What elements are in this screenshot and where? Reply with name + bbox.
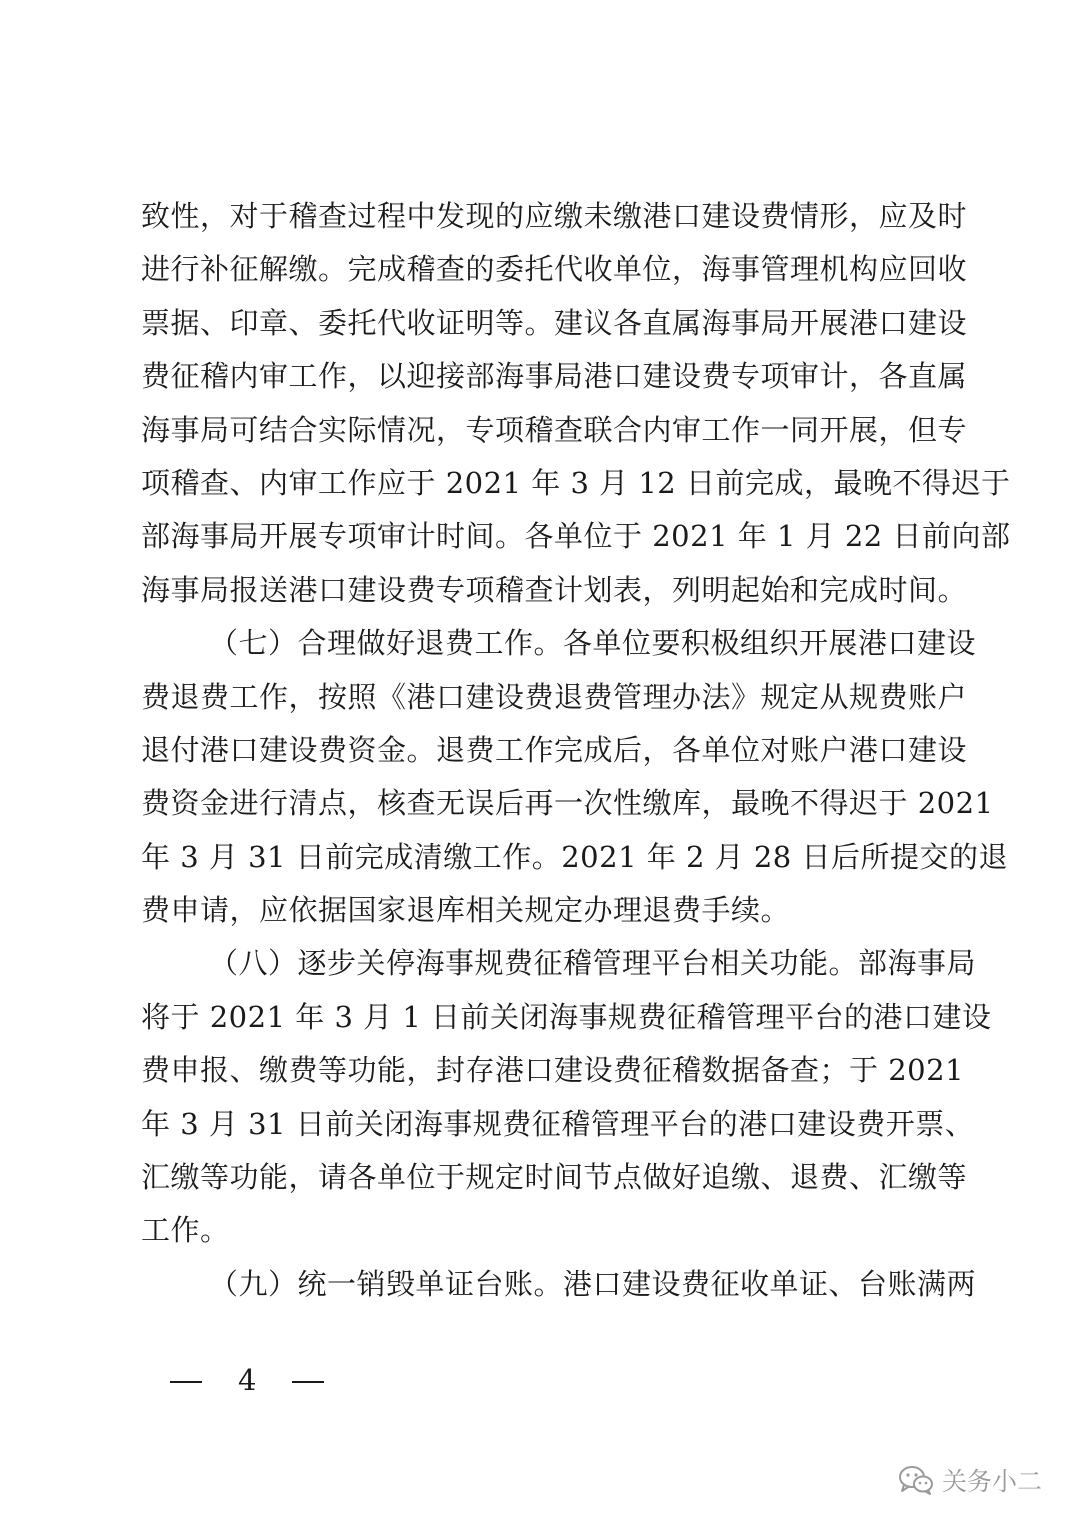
watermark-label: 关务小二 <box>942 1467 1043 1496</box>
text-line: 海事局报送港口建设费专项稽查计划表，列明起始和完成时间。 <box>141 572 968 607</box>
text-line: 年 3 月 31 日前关闭海事规费征稽管理平台的港口建设费开票、 <box>141 1106 975 1141</box>
text-line: 项稽查、内审工作应于 2021 年 3 月 12 日前完成，最晚不得迟于 <box>141 465 1011 500</box>
text-line: 费资金进行清点，核查无误后再一次性缴库，最晚不得迟于 2021 <box>141 786 994 821</box>
watermark <box>898 1460 1042 1500</box>
section-heading-line: （九）统一销毁单证台账。港口建设费征收单证、台账满两 <box>209 1266 977 1301</box>
wechat-icon <box>898 1465 934 1495</box>
text-line: 费申请，应依据国家退库相关规定办理退费手续。 <box>141 893 791 928</box>
text-line: 退付港口建设费资金。退费工作完成后，各单位对账户港口建设 <box>141 732 968 767</box>
page-number-value: 4 <box>238 1363 257 1397</box>
text-line: 工作。 <box>141 1213 230 1248</box>
page-number <box>170 1360 324 1400</box>
text-line: 进行补征解缴。完成稽查的委托代收单位，海事管理机构应回收 <box>141 252 968 287</box>
section-heading-line: （八）逐步关停海事规费征稽管理平台相关功能。部海事局 <box>209 946 977 981</box>
text-line: 海事局可结合实际情况，专项稽查联合内审工作一同开展，但专 <box>141 412 968 447</box>
text-line: 年 3 月 31 日前完成清缴工作。2021 年 2 月 28 日后所提交的退 <box>141 839 1008 874</box>
text-line: 部海事局开展专项审计时间。各单位于 2021 年 1 月 22 日前向部 <box>141 519 1011 554</box>
text-line: 汇缴等功能，请各单位于规定时间节点做好追缴、退费、汇缴等 <box>141 1160 968 1195</box>
text-line: 费退费工作，按照《港口建设费退费管理办法》规定从规费账户 <box>141 679 968 714</box>
text-line: 票据、印章、委托代收证明等。建议各直属海事局开展港口建设 <box>141 305 968 340</box>
document-body <box>141 190 1011 1311</box>
text-line: 费申报、缴费等功能，封存港口建设费征稽数据备查；于 2021 <box>141 1053 965 1088</box>
section-heading-line: （七）合理做好退费工作。各单位要积极组织开展港口建设 <box>209 626 977 661</box>
text-line: 致性，对于稽查过程中发现的应缴未缴港口建设费情形，应及时 <box>141 199 968 233</box>
text-line: 将于 2021 年 3 月 1 日前关闭海事规费征稽管理平台的港口建设 <box>141 999 992 1034</box>
text-line: 费征稽内审工作，以迎接部海事局港口建设费专项审计，各直属 <box>141 359 968 394</box>
dash-left <box>170 1381 202 1383</box>
dash-right <box>292 1381 324 1383</box>
